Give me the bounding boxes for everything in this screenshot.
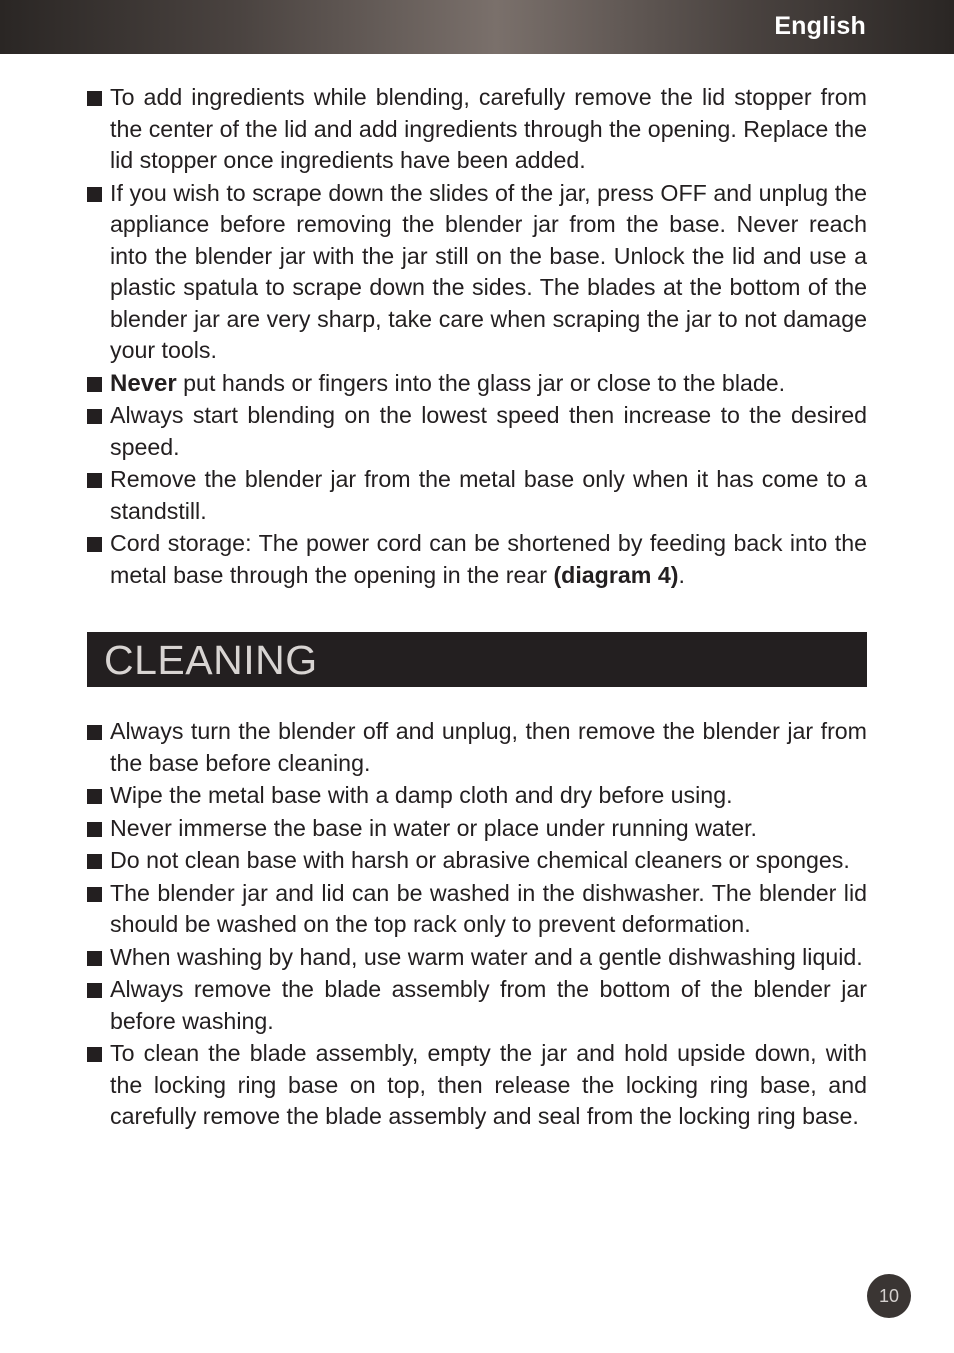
page-number: 10 (878, 1286, 900, 1306)
square-bullet-icon (87, 951, 102, 966)
square-bullet-icon (87, 887, 102, 902)
list-item-text: When washing by hand, use warm water and a gentle dishwashing liquid. (110, 943, 863, 970)
list-item (87, 368, 867, 400)
diagram-reference: (diagram 4) (553, 561, 679, 588)
list-item (87, 716, 867, 779)
list-item-text: Cord storage: The power cord can be shortened by feeding back into the metal base through the opening in the rear (110, 530, 867, 588)
square-bullet-icon (87, 377, 102, 392)
list-item-tail: . (678, 561, 685, 588)
list-item (87, 528, 867, 591)
square-bullet-icon (87, 725, 102, 740)
list-item-text: To clean the blade assembly, empty the jar and hold upside down, with the locking ring base on top, then release the locking ring base, and carefully remove the blade assembly and seal from the locking ring base. (110, 1040, 867, 1129)
list-item (87, 400, 867, 463)
list-item (87, 845, 867, 877)
list-item-text: If you wish to scrape down the slides of the jar, press OFF and unplug the appliance before removing the blender jar from the base. Never reach into the blender jar with the jar still on the base. Unlock the lid and use a plastic spatula to scrape down the sides. The blades at the bottom of the blender jar are very sharp, take care when scraping the jar to not damage your tools. (110, 179, 867, 363)
list-item (87, 780, 867, 812)
square-bullet-icon (87, 537, 102, 552)
square-bullet-icon (87, 854, 102, 869)
list-item-text: Do not clean base with harsh or abrasive chemical cleaners or sponges. (110, 847, 850, 873)
list-item-text: Wipe the metal base with a damp cloth and dry before using. (110, 782, 733, 808)
list-item-text: Always turn the blender off and unplug, then remove the blender jar from the base before cleaning. (110, 718, 867, 776)
cleaning-section-header (87, 632, 867, 687)
list-item-text: Always start blending on the lowest speed then increase to the desired speed. (110, 402, 867, 460)
list-item-text: Never immerse the base in water or place under running water. (110, 814, 757, 841)
section-title: CLEANING (104, 637, 318, 683)
list-item-text: Always remove the blade assembly from the bottom of the blender jar before washing. (110, 976, 867, 1034)
square-bullet-icon (87, 409, 102, 424)
square-bullet-icon (87, 983, 102, 998)
list-item (87, 974, 867, 1037)
page-number-badge (867, 1274, 911, 1318)
square-bullet-icon (87, 473, 102, 488)
top-language-bar (0, 0, 954, 54)
list-item (87, 82, 867, 177)
list-item (87, 813, 867, 845)
list-item (87, 878, 867, 941)
language-label: English (774, 12, 866, 40)
list-item-text: The blender jar and lid can be washed in the dishwasher. The blender lid should be washed on the top rack only to prevent deformation. (110, 879, 867, 937)
list-item (87, 942, 867, 974)
square-bullet-icon (87, 187, 102, 202)
cleaning-list (87, 716, 867, 1134)
emphasis-never: Never (110, 369, 177, 397)
square-bullet-icon (87, 789, 102, 804)
list-item (87, 464, 867, 527)
list-item-text: To add ingredients while blending, carefully remove the lid stopper from the center of the lid and add ingredients through the opening. Replace the lid stopper once ingredients have been added. (110, 84, 867, 173)
square-bullet-icon (87, 822, 102, 837)
list-item (87, 178, 867, 367)
list-item-text: Remove the blender jar from the metal base only when it has come to a standstill. (110, 466, 867, 524)
usage-tips-list (87, 82, 867, 592)
list-item (87, 1038, 867, 1133)
square-bullet-icon (87, 91, 102, 106)
list-item-text: put hands or fingers into the glass jar or close to the blade. (176, 369, 786, 396)
square-bullet-icon (87, 1047, 102, 1062)
